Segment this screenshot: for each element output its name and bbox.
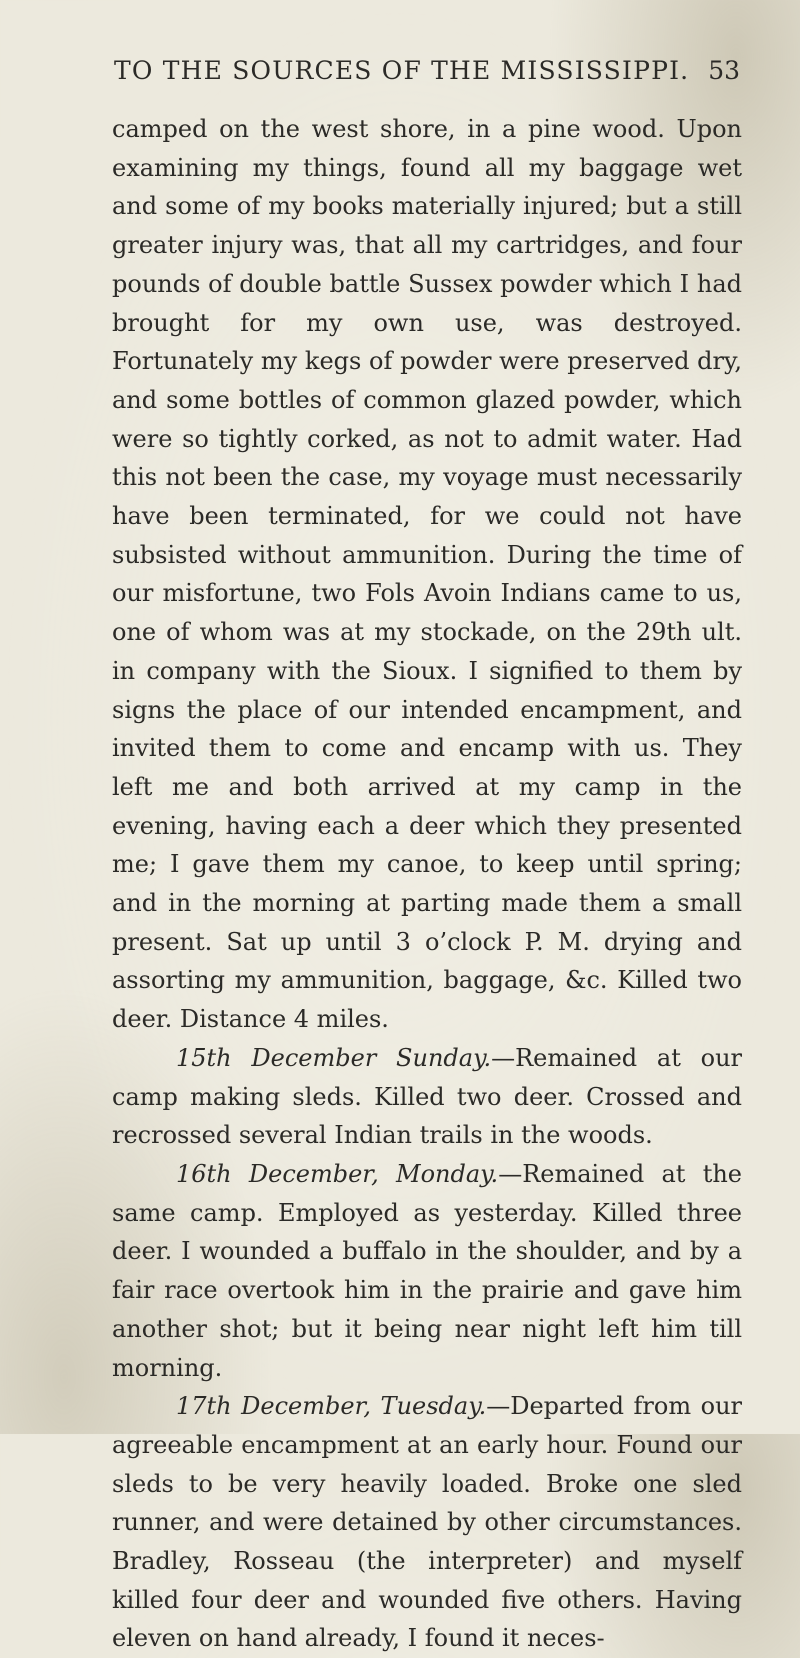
running-title: TO THE SOURCES OF THE MISSISSIPPI.: [114, 56, 690, 85]
page-number: 53: [708, 56, 740, 85]
page-header: [114, 56, 740, 96]
entry-date: 15th December Sunday.: [176, 1043, 492, 1072]
entry-text: —Remained at the same camp. Employed as yesterday. Killed three deer. I wounded a buffalo in the shoulder, and by a fair race overtook him in the prairie and gave him another shot; but it being near night left him till morning.: [112, 1159, 742, 1382]
journal-entry-16th-december: [112, 1155, 742, 1387]
entry-date: 16th December, Monday.: [176, 1159, 499, 1188]
body-text: [112, 110, 742, 1658]
entry-text: —Departed from our agreeable encampment at an early hour. Found our sleds to be very heavily loaded. Broke one sled runner, and were detained by other circumstances. Bradley, Rosseau (the interpreter) and myself killed four deer and wounded five others. Having eleven on hand already, I found it neces-: [112, 1392, 742, 1653]
paragraph-text: camped on the west shore, in a pine wood. Upon examining my things, found all my baggage wet and some of my books materially injured; but a still greater injury was, that all my cartridges, and four pounds of double battle Sussex powder which I had brought for my own use, was destroyed. Fortunately my kegs of powder were preserved dry, and some bottles of common glazed powder, which were so tightly corked, as not to admit water. Had this not been the case, my voyage must necessarily have been terminated, for we could not have subsisted without ammunition. During the time of our misfortune, two Fols Avoin Indians came to us, one of whom was at my stockade, on the 29th ult. in company with the Sioux. I signified to them by signs the place of our intended encampment, and invited them to come and encamp with us. They left me and both arrived at my camp in the evening, having each a deer which they presented me; I gave them my canoe, to keep until spring; and in the morning at parting made them a small present. Sat up until 3 o’clock P. M. drying and assorting my ammunition, baggage, &c. Killed two deer. Distance 4 miles.: [112, 115, 742, 1034]
paragraph-continuation: [112, 110, 742, 1039]
entry-text: —Remained at our camp making sleds. Killed two deer. Crossed and recrossed several Indian trails in the woods.: [112, 1043, 742, 1150]
journal-entry-17th-december: [112, 1387, 742, 1658]
journal-entry-15th-december: [112, 1039, 742, 1155]
entry-date: 17th December, Tuesday.: [176, 1392, 487, 1421]
